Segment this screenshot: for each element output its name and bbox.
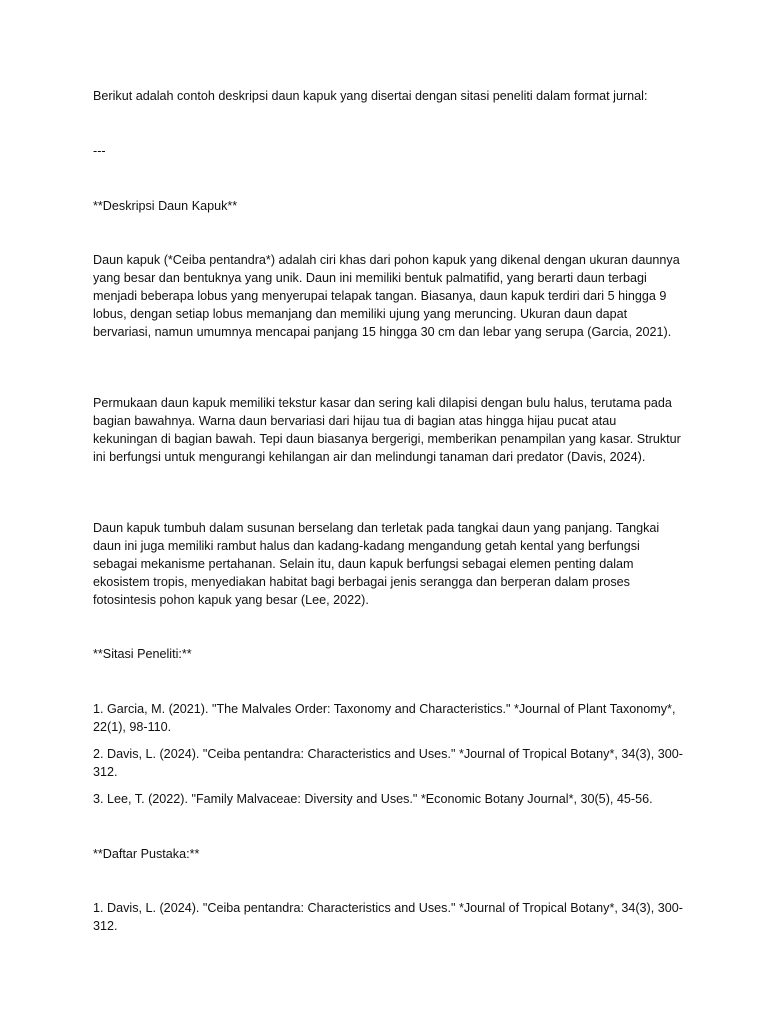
citation-item: 2. Davis, L. (2024). "Ceiba pentandra: Characteristics and Uses." *Journal of Tropical Botany*, 34(3), 300-312.: [93, 747, 683, 779]
separator-line: ---: [93, 144, 106, 158]
citation-item: 3. Lee, T. (2022). "Family Malvaceae: Diversity and Uses." *Economic Botany Journal*, 30(5), 45-56.: [93, 792, 653, 806]
reference-item: 1. Davis, L. (2024). "Ceiba pentandra: Characteristics and Uses." *Journal of Tropical Botany*, 34(3), 300-312.: [93, 901, 683, 933]
description-paragraph-2: Permukaan daun kapuk memiliki tekstur kasar dan sering kali dilapisi dengan bulu halus, terutama pada bagian bawahnya. Warna daun bervariasi dari hijau tua di bagian atas hingga hijau pucat atau kekuningan di bagian bawah. Tepi daun biasanya bergerigi, memberikan penampilan yang kasar. Struktur ini berfungsi untuk mengurangi kehilangan air dan melindungi tanaman dari predator (Davis, 2024).: [93, 396, 681, 464]
citation-item: 1. Garcia, M. (2021). "The Malvales Order: Taxonomy and Characteristics." *Journal of Plant Taxonomy*, 22(1), 98-110.: [93, 702, 676, 734]
references-heading: **Daftar Pustaka:**: [93, 847, 200, 861]
description-heading: **Deskripsi Daun Kapuk**: [93, 199, 238, 213]
intro-paragraph: Berikut adalah contoh deskripsi daun kapuk yang disertai dengan sitasi peneliti dalam format jurnal:: [93, 89, 648, 103]
citations-heading: **Sitasi Peneliti:**: [93, 647, 192, 661]
description-paragraph-3: Daun kapuk tumbuh dalam susunan berselang dan terletak pada tangkai daun yang panjang. Tangkai daun ini juga memiliki rambut halus dan kadang-kadang mengandung getah kental yang berfungsi sebagai mekanisme pertahanan. Selain itu, daun kapuk berfungsi sebagai elemen penting dalam ekosistem tropis, menyediakan habitat bagi berbagai jenis serangga dan berperan dalam proses fotosintesis pohon kapuk yang besar (Lee, 2022).: [93, 521, 660, 607]
description-paragraph-1: Daun kapuk (*Ceiba pentandra*) adalah ciri khas dari pohon kapuk yang dikenal dengan ukuran daunnya yang besar dan bentuknya yang unik. Daun ini memiliki bentuk palmatifid, yang berarti daun terbagi menjadi beberapa lobus yang menyerupai telapak tangan. Biasanya, daun kapuk terdiri dari 5 hingga 9 lobus, dengan setiap lobus memanjang dan memiliki ujung yang meruncing. Ukuran daun dapat bervariasi, namun umumnya mencapai panjang 15 hingga 30 cm dan lebar yang serupa (Garcia, 2021).: [93, 253, 680, 339]
